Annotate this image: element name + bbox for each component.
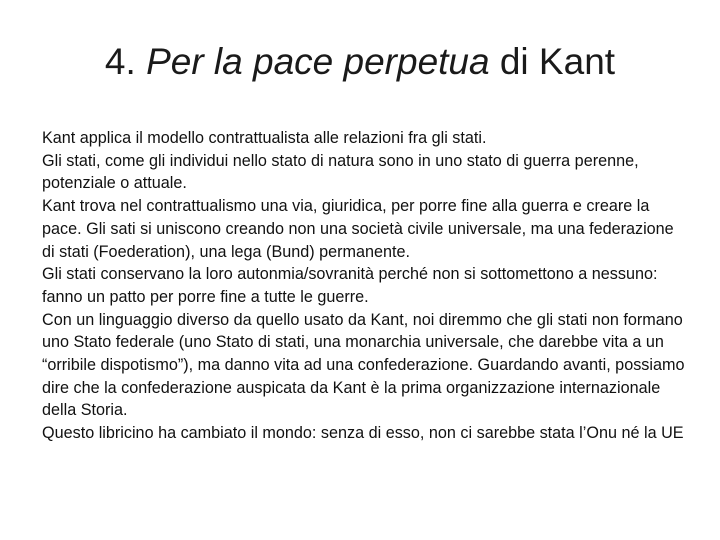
slide-title [0,40,720,84]
paragraph: Gli stati, come gli individui nello stato di natura sono in uno stato di guerra perenne, potenziale o attuale. [42,151,639,193]
title-italic: Per la pace perpetua [146,41,490,82]
paragraph: Gli stati conservano la loro autonmia/sovranità perché non si sottomettono a nessuno: fanno un patto per porre fine a tutte le guerre. [42,265,658,306]
slide-body [42,127,688,445]
paragraph: Questo libricino ha cambiato il mondo: senza di esso, non ci sarebbe stata l’Onu né la UE [42,424,684,443]
paragraph: Con un linguaggio diverso da quello usato da Kant, noi diremmo che gli stati non formano uno Stato federale (uno Stato di stati, una monarchia universale, che darebbe vita a un “orribile dispotismo”), ma danno vita ad una confederazione. Guardando avanti, possiamo dire che la confederazione auspicata da Kant è la prima organizzazione internazionale della Storia. [42,310,685,420]
title-suffix: di Kant [489,41,616,82]
paragraph: Kant applica il modello contrattualista alle relazioni fra gli stati. [42,129,487,147]
paragraph: Kant trova nel contrattualismo una via, giuridica, per porre fine alla guerra e creare la pace. Gli sati si uniscono creando non una società civile universale, ma una federazione di stati (Foederation), una lega (Bund) permanente. [42,197,674,261]
title-prefix: 4. [104,41,147,82]
